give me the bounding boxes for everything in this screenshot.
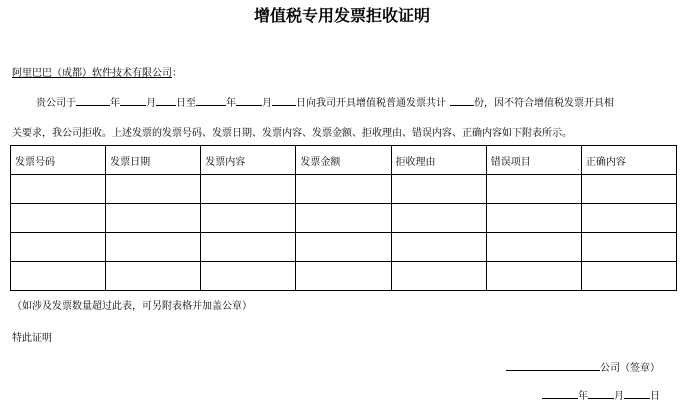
table-cell[interactable] xyxy=(581,262,676,291)
table-cell[interactable] xyxy=(11,233,106,262)
table-cell[interactable] xyxy=(106,175,201,204)
text: 年 xyxy=(578,391,588,402)
table-cell[interactable] xyxy=(11,204,106,233)
text: 月 xyxy=(262,98,272,109)
table-cell[interactable] xyxy=(296,262,391,291)
blank-field[interactable] xyxy=(236,96,262,106)
table-cell[interactable] xyxy=(11,175,106,204)
table-cell[interactable] xyxy=(106,233,201,262)
table-cell[interactable] xyxy=(201,175,296,204)
table-cell[interactable] xyxy=(296,204,391,233)
header-cell: 发票号码 xyxy=(11,146,106,175)
header-cell: 发票内容 xyxy=(201,146,296,175)
blank-field[interactable] xyxy=(272,96,296,106)
page-title: 增值税专用发票拒收证明 xyxy=(253,6,430,25)
table-cell[interactable] xyxy=(201,233,296,262)
blank-field[interactable] xyxy=(196,96,226,106)
table-row xyxy=(11,204,677,233)
blank-field[interactable] xyxy=(542,389,578,399)
company-blank-field[interactable] xyxy=(506,361,600,371)
body-paragraph-line1 xyxy=(36,94,614,109)
colon: ： xyxy=(172,68,182,79)
table-cell[interactable] xyxy=(106,262,201,291)
header-cell: 错误项目 xyxy=(486,146,581,175)
text: 贵公司于 xyxy=(36,98,76,109)
blank-field[interactable] xyxy=(76,96,110,106)
certification-text: 特此证明 xyxy=(12,333,52,344)
blank-field[interactable] xyxy=(624,389,650,399)
table-row xyxy=(11,262,677,291)
addressee-company: 阿里巴巴（成都）软件技术有限公司 xyxy=(12,68,172,79)
text: 份，因不符合增值税发票开具相 xyxy=(474,98,614,109)
table-row xyxy=(11,233,677,262)
text: 月 xyxy=(614,391,624,402)
body-paragraph-line2: 关要求，我公司拒收。上述发票的发票号码、发票日期、发票内容、发票金额、拒收理由、错误内容、正确内容如下附表所示。 xyxy=(12,128,572,139)
header-cell: 正确内容 xyxy=(581,146,676,175)
table-cell[interactable] xyxy=(581,175,676,204)
header-cell: 拒收理由 xyxy=(391,146,486,175)
table-cell[interactable] xyxy=(11,262,106,291)
signature-line xyxy=(506,359,660,374)
text: 年 xyxy=(226,98,236,109)
table-cell[interactable] xyxy=(201,262,296,291)
text: 日至 xyxy=(176,98,196,109)
table-cell[interactable] xyxy=(391,233,486,262)
sign-label: 公司（签章） xyxy=(600,363,660,374)
table-note: （如涉及发票数量超过此表，可另附表格并加盖公章） xyxy=(12,301,252,312)
table-cell[interactable] xyxy=(486,233,581,262)
blank-field[interactable] xyxy=(588,389,614,399)
table-cell[interactable] xyxy=(391,262,486,291)
invoice-table xyxy=(10,145,677,291)
addressee-line xyxy=(12,64,182,79)
table-header-row xyxy=(11,146,677,175)
blank-field[interactable] xyxy=(156,96,176,106)
table-cell[interactable] xyxy=(296,175,391,204)
text: 日向我司开具增值税普通发票共计 xyxy=(296,98,446,109)
header-cell: 发票金额 xyxy=(296,146,391,175)
header-cell: 发票日期 xyxy=(106,146,201,175)
table-cell[interactable] xyxy=(201,204,296,233)
table-cell[interactable] xyxy=(106,204,201,233)
table-cell[interactable] xyxy=(486,262,581,291)
table-cell[interactable] xyxy=(391,204,486,233)
blank-field[interactable] xyxy=(450,96,474,106)
table-cell[interactable] xyxy=(486,204,581,233)
text: 日 xyxy=(650,391,660,402)
table-cell[interactable] xyxy=(391,175,486,204)
table-row xyxy=(11,175,677,204)
text: 年 xyxy=(110,98,120,109)
date-line xyxy=(542,387,660,402)
table-cell[interactable] xyxy=(486,175,581,204)
table-cell[interactable] xyxy=(296,233,391,262)
table-cell[interactable] xyxy=(581,233,676,262)
blank-field[interactable] xyxy=(120,96,146,106)
text: 月 xyxy=(146,98,156,109)
table-cell[interactable] xyxy=(581,204,676,233)
